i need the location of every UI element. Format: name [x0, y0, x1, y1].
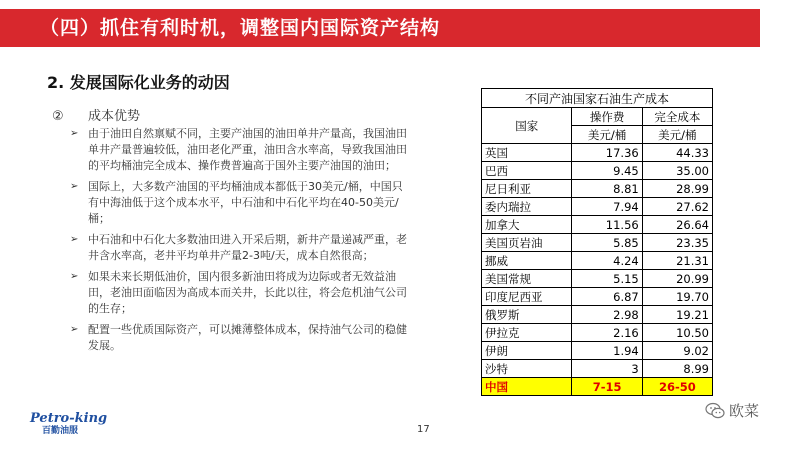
arrow-bullet-icon: ➢ [70, 324, 79, 335]
cell-country: 沙特 [482, 360, 572, 378]
watermark-text: 欧菜 [729, 402, 760, 420]
table-row [482, 144, 713, 162]
cell-full-cost: 8.99 [642, 360, 712, 378]
cell-full-cost: 10.50 [642, 324, 712, 342]
logo-chinese-name: 百勤油服 [42, 426, 79, 436]
cell-full-cost: 26.64 [642, 216, 712, 234]
cell-full-cost: 27.62 [642, 198, 712, 216]
bullet-text: 国际上，大多数产油国的平均桶油成本都低于30美元/桶，中国只有中海油低于这个成本水平，中石油和中石化平均在40-50美元/桶； [88, 180, 403, 225]
cell-opex: 9.45 [572, 162, 642, 180]
bullet-item [70, 179, 410, 227]
bullet-item [70, 232, 410, 264]
page-number: 17 [417, 424, 430, 435]
sub-heading [52, 105, 140, 124]
cell-full-cost: 44.33 [642, 144, 712, 162]
cell-opex: 11.56 [572, 216, 642, 234]
table-row [482, 270, 713, 288]
cell-country: 巴西 [482, 162, 572, 180]
arrow-bullet-icon: ➢ [70, 234, 79, 245]
table-row [482, 162, 713, 180]
bullet-item [70, 322, 410, 354]
cost-table [481, 88, 713, 396]
cell-opex: 2.16 [572, 324, 642, 342]
cell-opex: 17.36 [572, 144, 642, 162]
bullet-item [70, 269, 410, 317]
cell-opex: 5.85 [572, 234, 642, 252]
cell-full-cost: 26-50 [642, 378, 712, 396]
bullet-list [70, 126, 410, 359]
cell-country: 挪威 [482, 252, 572, 270]
wechat-icon [705, 402, 725, 420]
bullet-item [70, 126, 410, 174]
table-row [482, 216, 713, 234]
cell-country: 美国页岩油 [482, 234, 572, 252]
cell-full-cost: 23.35 [642, 234, 712, 252]
table-row [482, 234, 713, 252]
cell-full-cost: 28.99 [642, 180, 712, 198]
cell-country: 尼日利亚 [482, 180, 572, 198]
cost-table-title: 不同产油国家石油生产成本 [482, 89, 713, 108]
table-row [482, 288, 713, 306]
arrow-bullet-icon: ➢ [70, 181, 79, 192]
col-header-opex: 操作费 [572, 108, 642, 126]
cell-country: 伊拉克 [482, 324, 572, 342]
slide-title: （四）抓住有利时机，调整国内国际资产结构 [40, 17, 441, 39]
cell-full-cost: 19.70 [642, 288, 712, 306]
cell-country: 中国 [482, 378, 572, 396]
bullet-text: 如果未来长期低油价，国内很多新油田将成为边际或者无效益油田，老油田面临因为高成本而关井，长此以往，将会危机油气公司的生存； [88, 270, 407, 315]
cell-opex: 4.24 [572, 252, 642, 270]
table-row [482, 252, 713, 270]
table-row [482, 180, 713, 198]
cell-opex: 7-15 [572, 378, 642, 396]
wechat-watermark [705, 400, 759, 421]
cell-full-cost: 35.00 [642, 162, 712, 180]
table-row [482, 360, 713, 378]
col-unit-full-cost: 美元/桶 [642, 126, 712, 144]
table-row [482, 198, 713, 216]
cell-country: 加拿大 [482, 216, 572, 234]
cell-country: 委内瑞拉 [482, 198, 572, 216]
cell-country: 伊朗 [482, 342, 572, 360]
cell-country: 英国 [482, 144, 572, 162]
cell-full-cost: 21.31 [642, 252, 712, 270]
col-header-full-cost: 完全成本 [642, 108, 712, 126]
table-row [482, 306, 713, 324]
sub-heading-number: ② [52, 109, 64, 124]
cell-country: 印度尼西亚 [482, 288, 572, 306]
slide-title-bar [0, 9, 760, 47]
cell-country: 美国常规 [482, 270, 572, 288]
cell-opex: 3 [572, 360, 642, 378]
cell-opex: 5.15 [572, 270, 642, 288]
cell-full-cost: 20.99 [642, 270, 712, 288]
cell-opex: 2.98 [572, 306, 642, 324]
col-header-country: 国家 [482, 108, 572, 144]
cell-full-cost: 9.02 [642, 342, 712, 360]
table-row [482, 324, 713, 342]
company-logo [30, 411, 110, 437]
cell-opex: 8.81 [572, 180, 642, 198]
cell-opex: 6.87 [572, 288, 642, 306]
arrow-bullet-icon: ➢ [70, 271, 79, 282]
col-unit-opex: 美元/桶 [572, 126, 642, 144]
table-row [482, 342, 713, 360]
cost-table-container [481, 88, 713, 396]
cell-full-cost: 19.21 [642, 306, 712, 324]
section-heading: 2. 发展国际化业务的动因 [47, 73, 230, 92]
sub-heading-title: 成本优势 [88, 109, 141, 124]
bullet-text: 配置一些优质国际资产，可以摊薄整体成本，保持油气公司的稳健发展。 [88, 323, 407, 352]
cell-opex: 1.94 [572, 342, 642, 360]
cell-opex: 7.94 [572, 198, 642, 216]
table-row-highlight [482, 378, 713, 396]
bullet-text: 由于油田自然禀赋不同，主要产油国的油田单井产量高，我国油田单井产量普遍较低，油田老化严重，油田含水率高，导致我国油田的平均桶油完全成本、操作费普遍高于国外主要产油国的油田； [88, 127, 407, 172]
cell-country: 俄罗斯 [482, 306, 572, 324]
bullet-text: 中石油和中石化大多数油田进入开采后期，新井产量递减严重，老井含水率高，老井平均单井产量2-3吨/天，成本自然很高； [88, 233, 407, 262]
cost-table-body [482, 144, 713, 396]
logo-wordmark: Petro-king [30, 411, 108, 426]
arrow-bullet-icon: ➢ [70, 128, 79, 139]
